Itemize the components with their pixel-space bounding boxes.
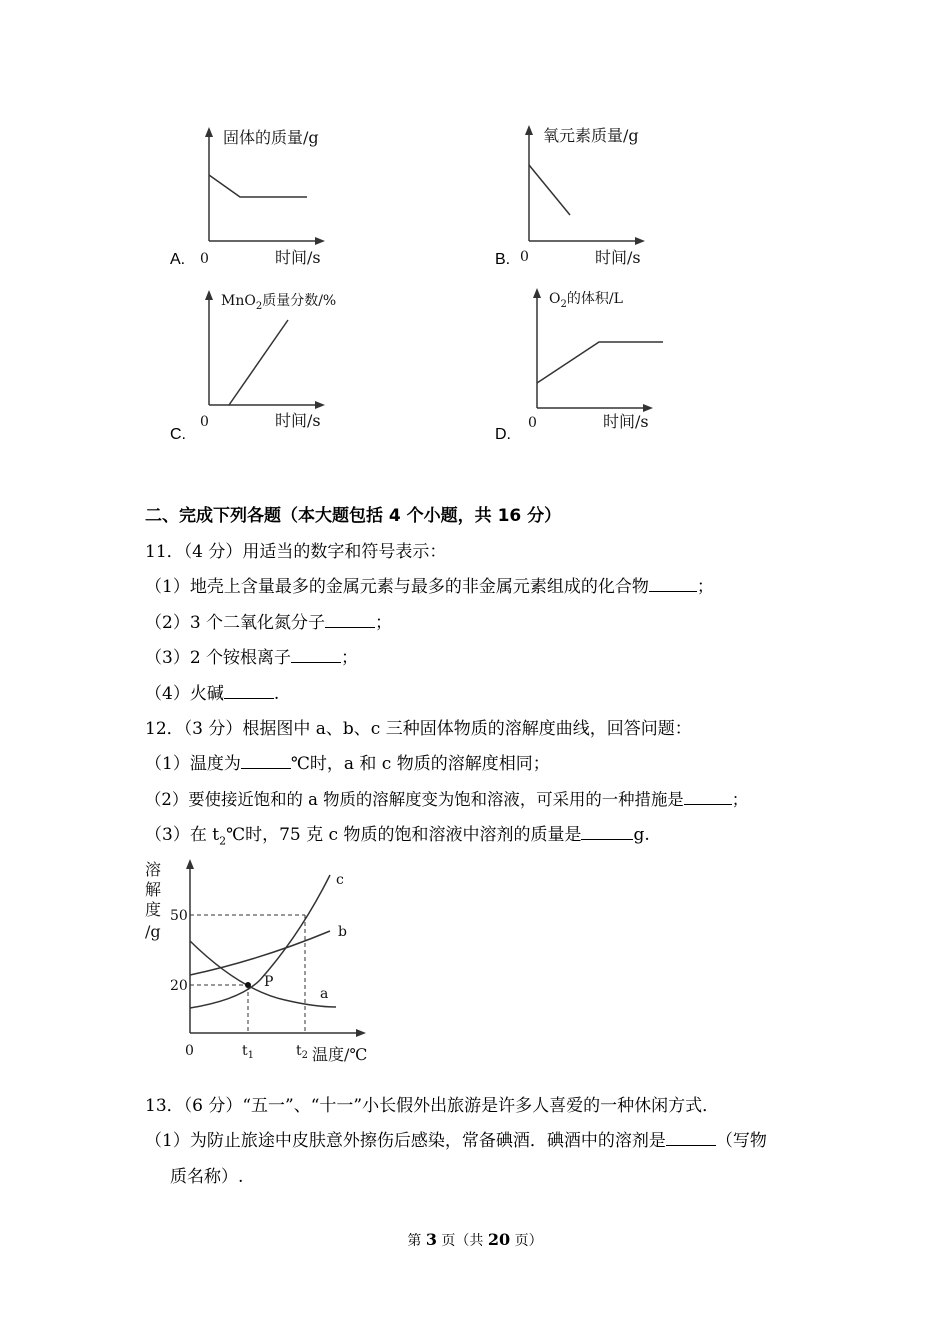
graph-d-origin: 0 xyxy=(528,415,537,431)
curve-b xyxy=(190,931,330,975)
sol-xlabel: 温度/℃ xyxy=(312,1045,368,1064)
graph-b-ylabel: 氧元素质量/g xyxy=(543,126,639,145)
graph-a-origin: 0 xyxy=(200,251,209,267)
q12-blank2[interactable] xyxy=(684,788,732,805)
option-a-label: A. xyxy=(170,251,186,268)
q13-part1: （1）为防止旅途中皮肤意外擦伤后感染，常备碘酒．碘酒中的溶剂是 （写物 xyxy=(145,1131,767,1151)
sol-label-a: a xyxy=(320,986,329,1002)
graph-c xyxy=(195,288,355,433)
graph-d xyxy=(523,286,683,431)
graph-b xyxy=(515,123,665,268)
q13-blank1[interactable] xyxy=(666,1129,716,1146)
graph-c-ylabel: MnO$_2$质量分数/% xyxy=(221,293,337,312)
sol-label-c: c xyxy=(336,872,344,888)
option-d-label: D. xyxy=(495,426,511,443)
curve-a xyxy=(190,941,336,1007)
graph-d-ylabel: $O_2$的体积/L xyxy=(549,291,623,310)
q12-part3: （3）在 $t_2℃$时，75 克 c 物质的饱和溶液中溶剂的质量是 g. xyxy=(145,825,650,848)
sol-ylabel-1: 溶 xyxy=(145,860,162,879)
q11-blank3[interactable] xyxy=(291,646,341,663)
sol-tick-t1: $t_1$ xyxy=(242,1043,255,1061)
graph-b-origin: 0 xyxy=(520,249,529,265)
sol-label-b: b xyxy=(338,924,347,940)
q13-stem: 13．（6 分）“五一”、“十一”小长假外出旅游是许多人喜爱的一种休闲方式． xyxy=(145,1096,720,1116)
q13-part1-cont: 质名称）. xyxy=(170,1167,244,1187)
curve-c xyxy=(190,875,330,1008)
graph-a-xlabel: 时间/s xyxy=(275,248,321,267)
sol-tick-50: 50 xyxy=(170,908,188,924)
sol-tick-20: 20 xyxy=(170,978,188,994)
point-p-marker xyxy=(245,982,251,988)
graph-d-xlabel: 时间/s xyxy=(603,412,649,431)
graph-b-xlabel: 时间/s xyxy=(595,248,641,267)
graph-a-ylabel: 固体的质量/g xyxy=(223,128,319,147)
q12-part1: （1）温度为 ℃时，a 和 c 物质的溶解度相同； xyxy=(145,754,550,774)
graph-c-xlabel: 时间/s xyxy=(275,411,321,430)
q11-part2: （2）3 个二氧化氮分子 ； xyxy=(145,613,393,633)
sol-origin: 0 xyxy=(185,1043,194,1059)
graph-a xyxy=(195,125,345,270)
q12-part2: （2）要使接近饱和的 a 物质的溶解度变为饱和溶液，可采用的一种措施是 ； xyxy=(145,790,749,809)
sol-tick-t2: $t_2$ xyxy=(296,1043,309,1061)
q12-blank1[interactable] xyxy=(241,752,291,769)
graph-c-origin: 0 xyxy=(200,414,209,430)
q11-blank4[interactable] xyxy=(224,682,274,699)
q11-stem: 11．（4 分）用适当的数字和符号表示： xyxy=(145,542,447,562)
q12-stem: 12．（3 分）根据图中 a、b、c 三种固体物质的溶解度曲线，回答问题： xyxy=(145,719,692,739)
sol-ylabel-4: /g xyxy=(145,922,161,941)
option-b-label: B. xyxy=(495,251,511,268)
q11-part3: （3）2 个铵根离子 ； xyxy=(145,648,359,668)
sol-ylabel-2: 解 xyxy=(145,880,162,899)
q11-part4: （4）火碱 . xyxy=(145,684,280,704)
section-title: 二、完成下列各题（本大题包括 4 个小题，共 16 分） xyxy=(145,506,562,526)
q11-blank1[interactable] xyxy=(649,575,697,592)
sol-point-p: P xyxy=(264,974,274,990)
q11-part1: （1）地壳上含量最多的金属元素与最多的非金属元素组成的化合物 ； xyxy=(145,577,714,597)
q11-blank2[interactable] xyxy=(325,611,375,628)
solubility-chart xyxy=(140,855,380,1070)
sol-ylabel-3: 度 xyxy=(145,900,162,919)
page-footer: 第 3 页（共 20 页） xyxy=(407,1230,543,1249)
q12-blank3[interactable] xyxy=(581,823,633,840)
option-c-label: C. xyxy=(170,426,186,443)
